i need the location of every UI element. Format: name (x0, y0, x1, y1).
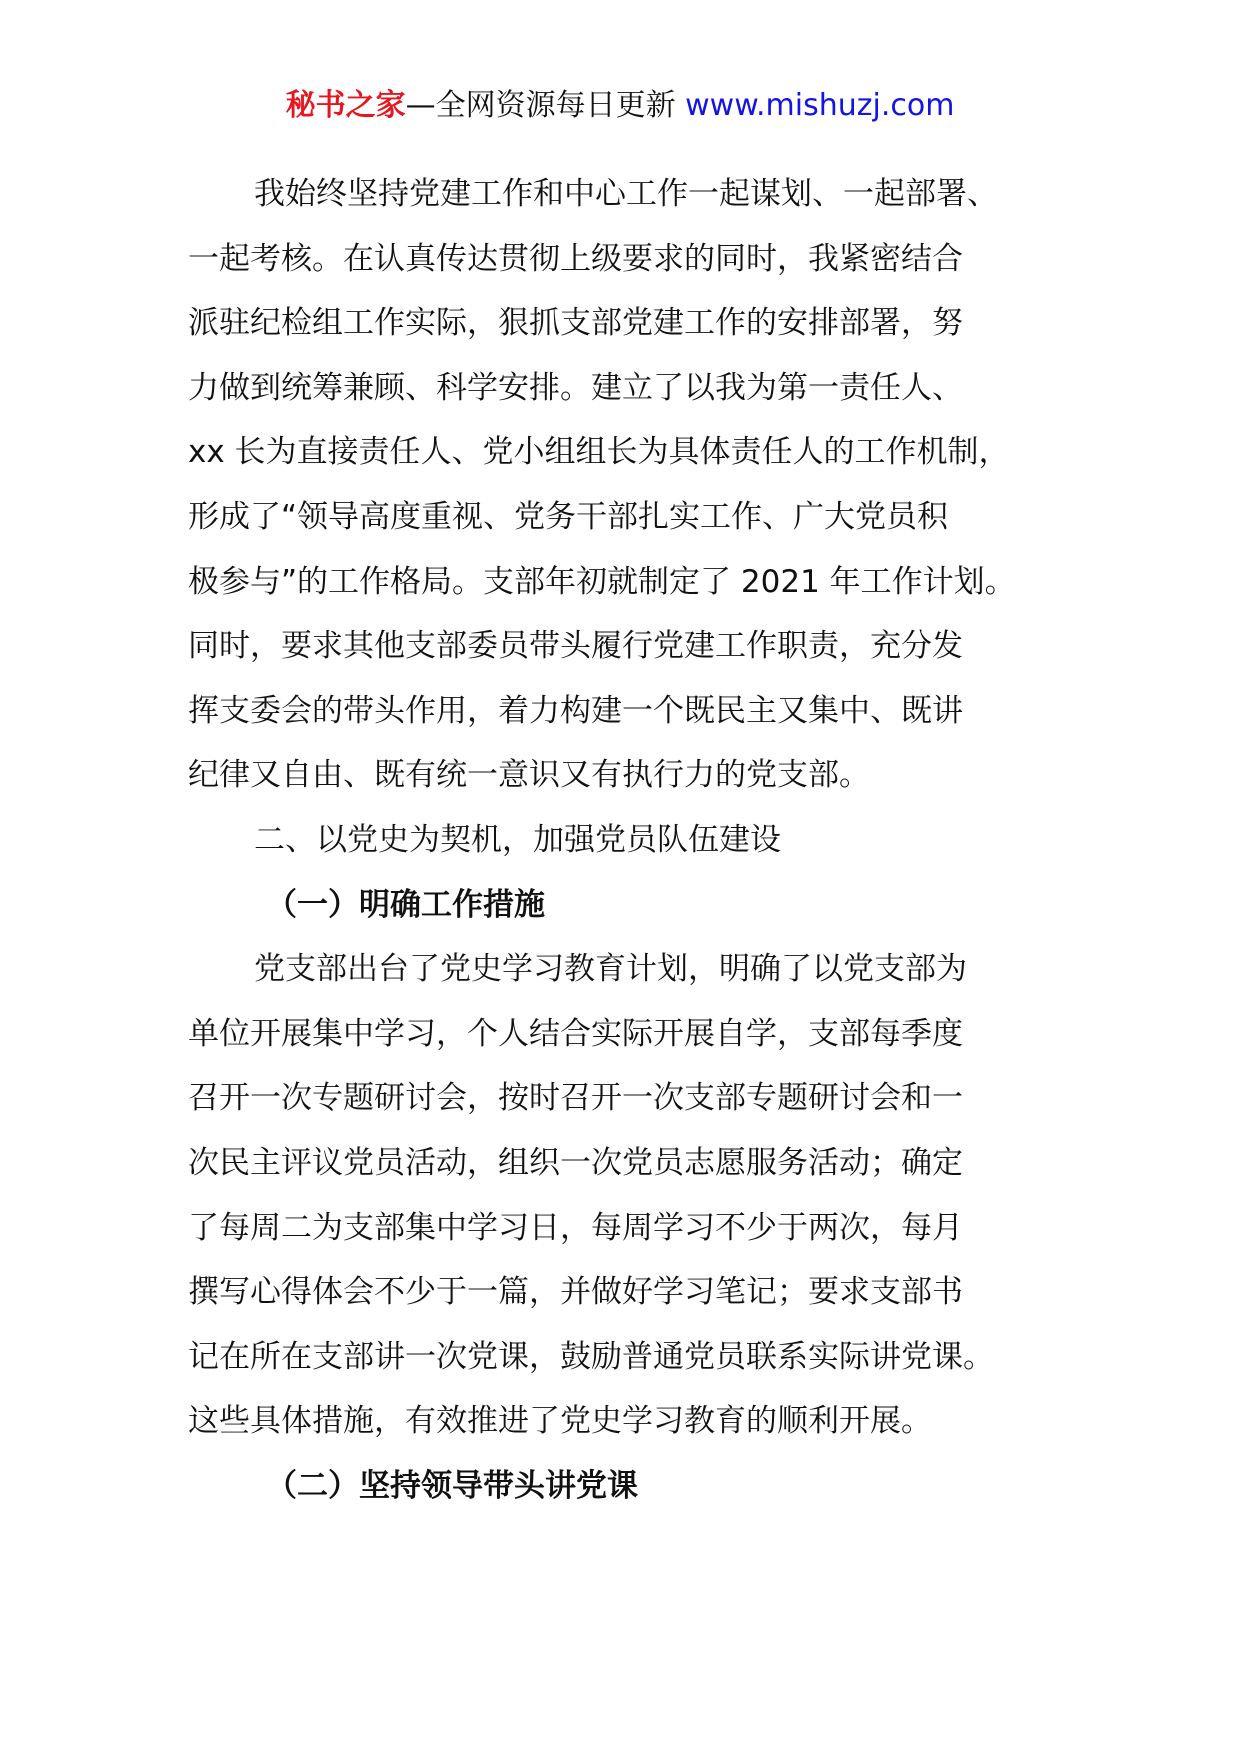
paragraph-line: 单位开展集中学习，个人结合实际开展自学，支部每季度 (188, 1015, 963, 1052)
paragraph-line: 次民主评议党员活动，组织一次党员志愿服务活动；确定 (188, 1144, 963, 1181)
paragraph-line: 派驻纪检组工作实际，狠抓支部党建工作的安排部署，努 (188, 305, 963, 342)
paragraph-line: 形成了“领导高度重视、党务干部扎实工作、广大党员积 (188, 498, 949, 535)
section-heading: 二、以党史为契机，加强党员队伍建设 (254, 821, 781, 858)
paragraph-line: 同时，要求其他支部委员带头履行党建工作职责，充分发 (188, 628, 963, 665)
paragraph-line: 挥支委会的带头作用，着力构建一个既民主又集中、既讲 (188, 692, 963, 729)
document-body (188, 162, 1088, 1518)
paragraph-line: 记在所在支部讲一次党课，鼓励普通党员联系实际讲党课。 (188, 1338, 994, 1375)
paragraph-line: 召开一次专题研讨会，按时召开一次支部专题研讨会和一 (188, 1080, 963, 1117)
paragraph-line: xx 长为直接责任人、党小组组长为具体责任人的工作机制， (188, 434, 1010, 471)
paragraph-line: 一起考核。在认真传达贯彻上级要求的同时，我紧密结合 (188, 240, 963, 277)
page-header (0, 84, 1240, 128)
paragraph-line: 这些具体措施，有效推进了党史学习教育的顺利开展。 (188, 1403, 932, 1440)
subsection-heading: （一）明确工作措施 (266, 886, 545, 923)
paragraph-line: 纪律又自由、既有统一意识又有执行力的党支部。 (188, 757, 870, 794)
paragraph-line: 了每周二为支部集中学习日，每周学习不少于两次，每月 (188, 1209, 963, 1246)
brand-name: 秘书之家 (285, 88, 406, 123)
paragraph-line: 极参与”的工作格局。支部年初就制定了 2021 年工作计划。 (188, 563, 1016, 600)
paragraph-line: 力做到统筹兼顾、科学安排。建立了以我为第一责任人、 (188, 369, 963, 406)
paragraph-line: 我始终坚持党建工作和中心工作一起谋划、一起部署、 (254, 176, 998, 212)
site-link[interactable]: www.mishuzj.com (685, 88, 955, 123)
subsection-heading: （二）坚持领导带头讲党课 (266, 1467, 638, 1504)
header-slogan: —全网资源每日更新 (405, 88, 686, 123)
paragraph-line: 撰写心得体会不少于一篇，并做好学习笔记；要求支部书 (188, 1274, 963, 1311)
paragraph-line: 党支部出台了党史学习教育计划，明确了以党支部为 (254, 951, 967, 988)
